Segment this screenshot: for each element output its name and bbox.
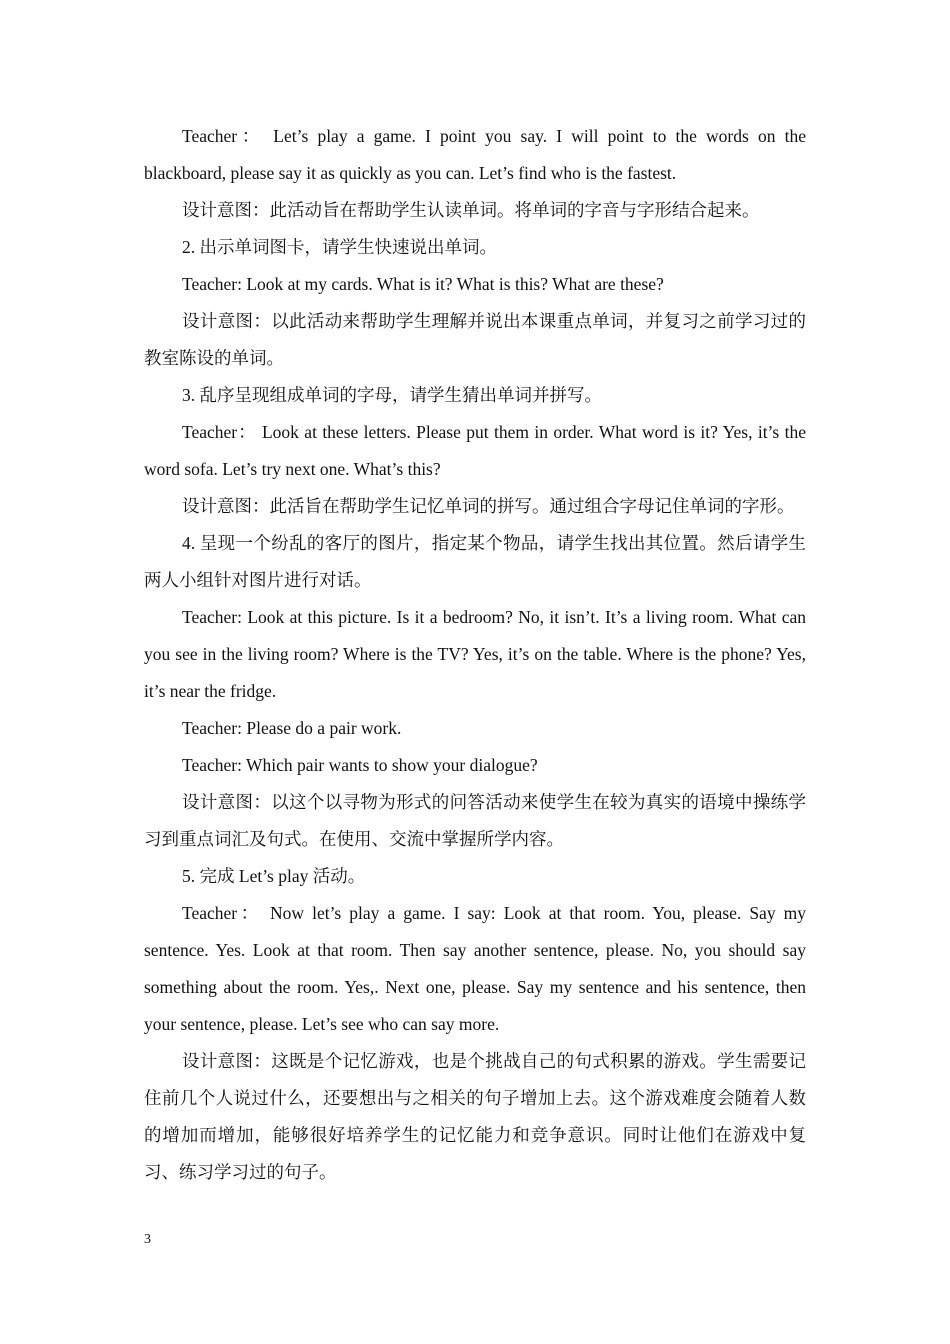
body-text bbox=[144, 118, 806, 1191]
paragraph-6: 3. 乱序呈现组成单词的字母，请学生猜出单词并拼写。 bbox=[182, 385, 602, 405]
paragraph-9: 4. 呈现一个纷乱的客厅的图片，指定某个物品，请学生找出其位置。然后请学生两人小组针对图片进行对话。 bbox=[144, 533, 806, 590]
paragraph-4: Teacher: Look at my cards. What is it? What is this? What are these? bbox=[182, 274, 664, 294]
paragraph-11: Teacher: Please do a pair work. bbox=[182, 718, 402, 738]
paragraph-2: 设计意图：此活动旨在帮助学生认读单词。将单词的字音与字形结合起来。 bbox=[182, 200, 760, 220]
paragraph-5: 设计意图：以此活动来帮助学生理解并说出本课重点单词，并复习之前学习过的教室陈设的单词。 bbox=[144, 311, 806, 368]
paragraph-1: Teacher： Let’s play a game. I point you say. I will point to the words on the blackboard, please say it as quickly as you can. Let’s find who is the fastest. bbox=[144, 126, 806, 183]
paragraph-7: Teacher： Look at these letters. Please put them in order. What word is it? Yes, it’s the word sofa. Let’s try next one. What’s this? bbox=[144, 422, 806, 479]
paragraph-10: Teacher: Look at this picture. Is it a bedroom? No, it isn’t. It’s a living room. What can you see in the living room? Where is the TV? Yes, it’s on the table. Where is the phone? Yes, it’s near the fridge. bbox=[144, 607, 806, 701]
paragraph-12: Teacher: Which pair wants to show your dialogue? bbox=[182, 755, 538, 775]
paragraph-13: 设计意图：以这个以寻物为形式的问答活动来使学生在较为真实的语境中操练学习到重点词汇及句式。在使用、交流中掌握所学内容。 bbox=[144, 792, 806, 849]
paragraph-8: 设计意图：此活旨在帮助学生记忆单词的拼写。通过组合字母记住单词的字形。 bbox=[182, 496, 795, 516]
paragraph-16: 设计意图：这既是个记忆游戏，也是个挑战自己的句式积累的游戏。学生需要记住前几个人说过什么，还要想出与之相关的句子增加上去。这个游戏难度会随着人数的增加而增加，能够很好培养学生的记忆能力和竞争意识。同时让他们在游戏中复习、练习学习过的句子。 bbox=[144, 1051, 806, 1182]
page-number: 3 bbox=[144, 1232, 151, 1247]
paragraph-14: 5. 完成 Let’s play 活动。 bbox=[182, 866, 366, 886]
paragraph-15: Teacher： Now let’s play a game. I say: Look at that room. You, please. Say my sentence. Yes. Look at that room. Then say another sentence, please. No, you should say something about the room. Yes,. Next one, please. Say my sentence and his sentence, then your sentence, please. Let’s see who can say more. bbox=[144, 903, 806, 1034]
paragraph-3: 2. 出示单词图卡，请学生快速说出单词。 bbox=[182, 237, 497, 257]
